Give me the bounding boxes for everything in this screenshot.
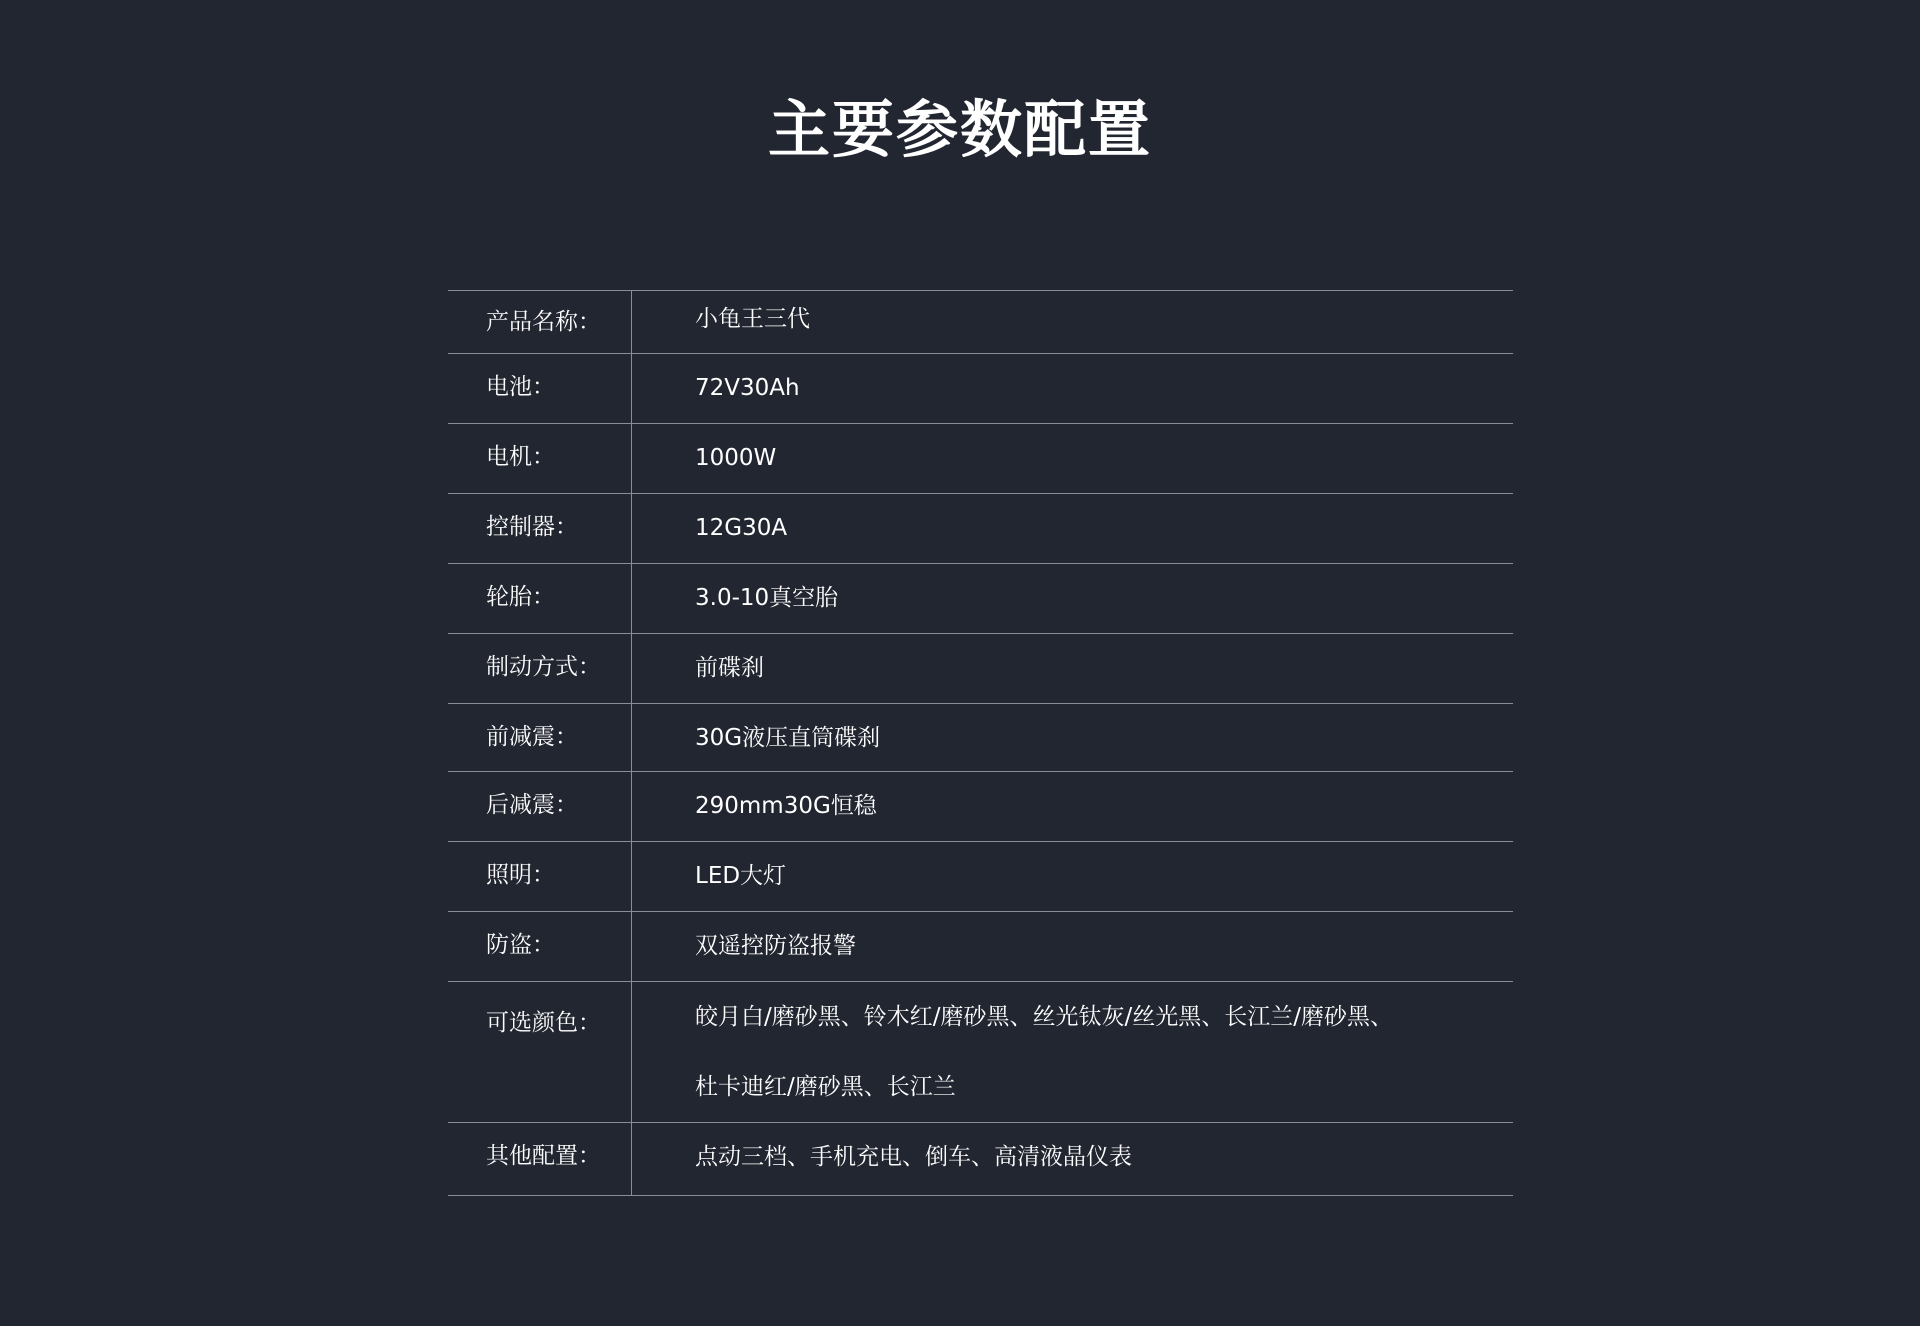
spec-row-controller [448, 494, 1513, 564]
spec-value: 72V30Ah [695, 375, 800, 401]
spec-label: 产品名称： [448, 291, 632, 353]
spec-row-rear-suspension [448, 772, 1513, 842]
spec-label: 防盗： [448, 912, 632, 981]
spec-row-brake [448, 634, 1513, 704]
spec-label: 控制器： [448, 494, 632, 563]
spec-value: 290mm30G恒稳 [695, 793, 877, 819]
spec-label: 轮胎： [448, 564, 632, 633]
spec-label: 后减震： [448, 772, 632, 841]
spec-value: 双遥控防盗报警 [695, 933, 856, 959]
page-title: 主要参数配置 [767, 93, 1152, 166]
spec-row-tire [448, 564, 1513, 634]
spec-label: 可选颜色： [448, 982, 632, 1122]
color-options-line-2: 杜卡迪红/磨砂黑、长江兰 [695, 1074, 956, 1100]
spec-value: 30G液压直筒碟刹 [695, 725, 881, 751]
spec-value: 小龟王三代 [695, 306, 810, 332]
spec-label: 电机： [448, 424, 632, 493]
spec-label: 电池： [448, 354, 632, 423]
spec-label: 前减震： [448, 704, 632, 771]
spec-row-battery [448, 354, 1513, 424]
spec-row-product-name [448, 291, 1513, 354]
spec-label: 其他配置： [448, 1123, 632, 1195]
spec-label: 照明： [448, 842, 632, 911]
spec-value: 前碟刹 [695, 655, 764, 681]
spec-row-colors [448, 982, 1513, 1123]
spec-value: 1000W [695, 445, 777, 471]
spec-row-other-config [448, 1123, 1513, 1196]
spec-value [632, 982, 1513, 1122]
spec-value: 点动三档、手机充电、倒车、高清液晶仪表 [695, 1144, 1132, 1170]
spec-table [448, 290, 1513, 1196]
spec-row-anti-theft [448, 912, 1513, 982]
spec-row-lighting [448, 842, 1513, 912]
spec-value: 3.0-10真空胎 [695, 585, 839, 611]
color-options-line-1: 皎月白/磨砂黑、铃木红/磨砂黑、丝光钛灰/丝光黑、长江兰/磨砂黑、 [695, 1004, 1393, 1030]
spec-row-motor [448, 424, 1513, 494]
spec-label: 制动方式： [448, 634, 632, 703]
spec-value: LED大灯 [695, 863, 787, 889]
spec-value: 12G30A [695, 515, 788, 541]
spec-row-front-suspension [448, 704, 1513, 772]
